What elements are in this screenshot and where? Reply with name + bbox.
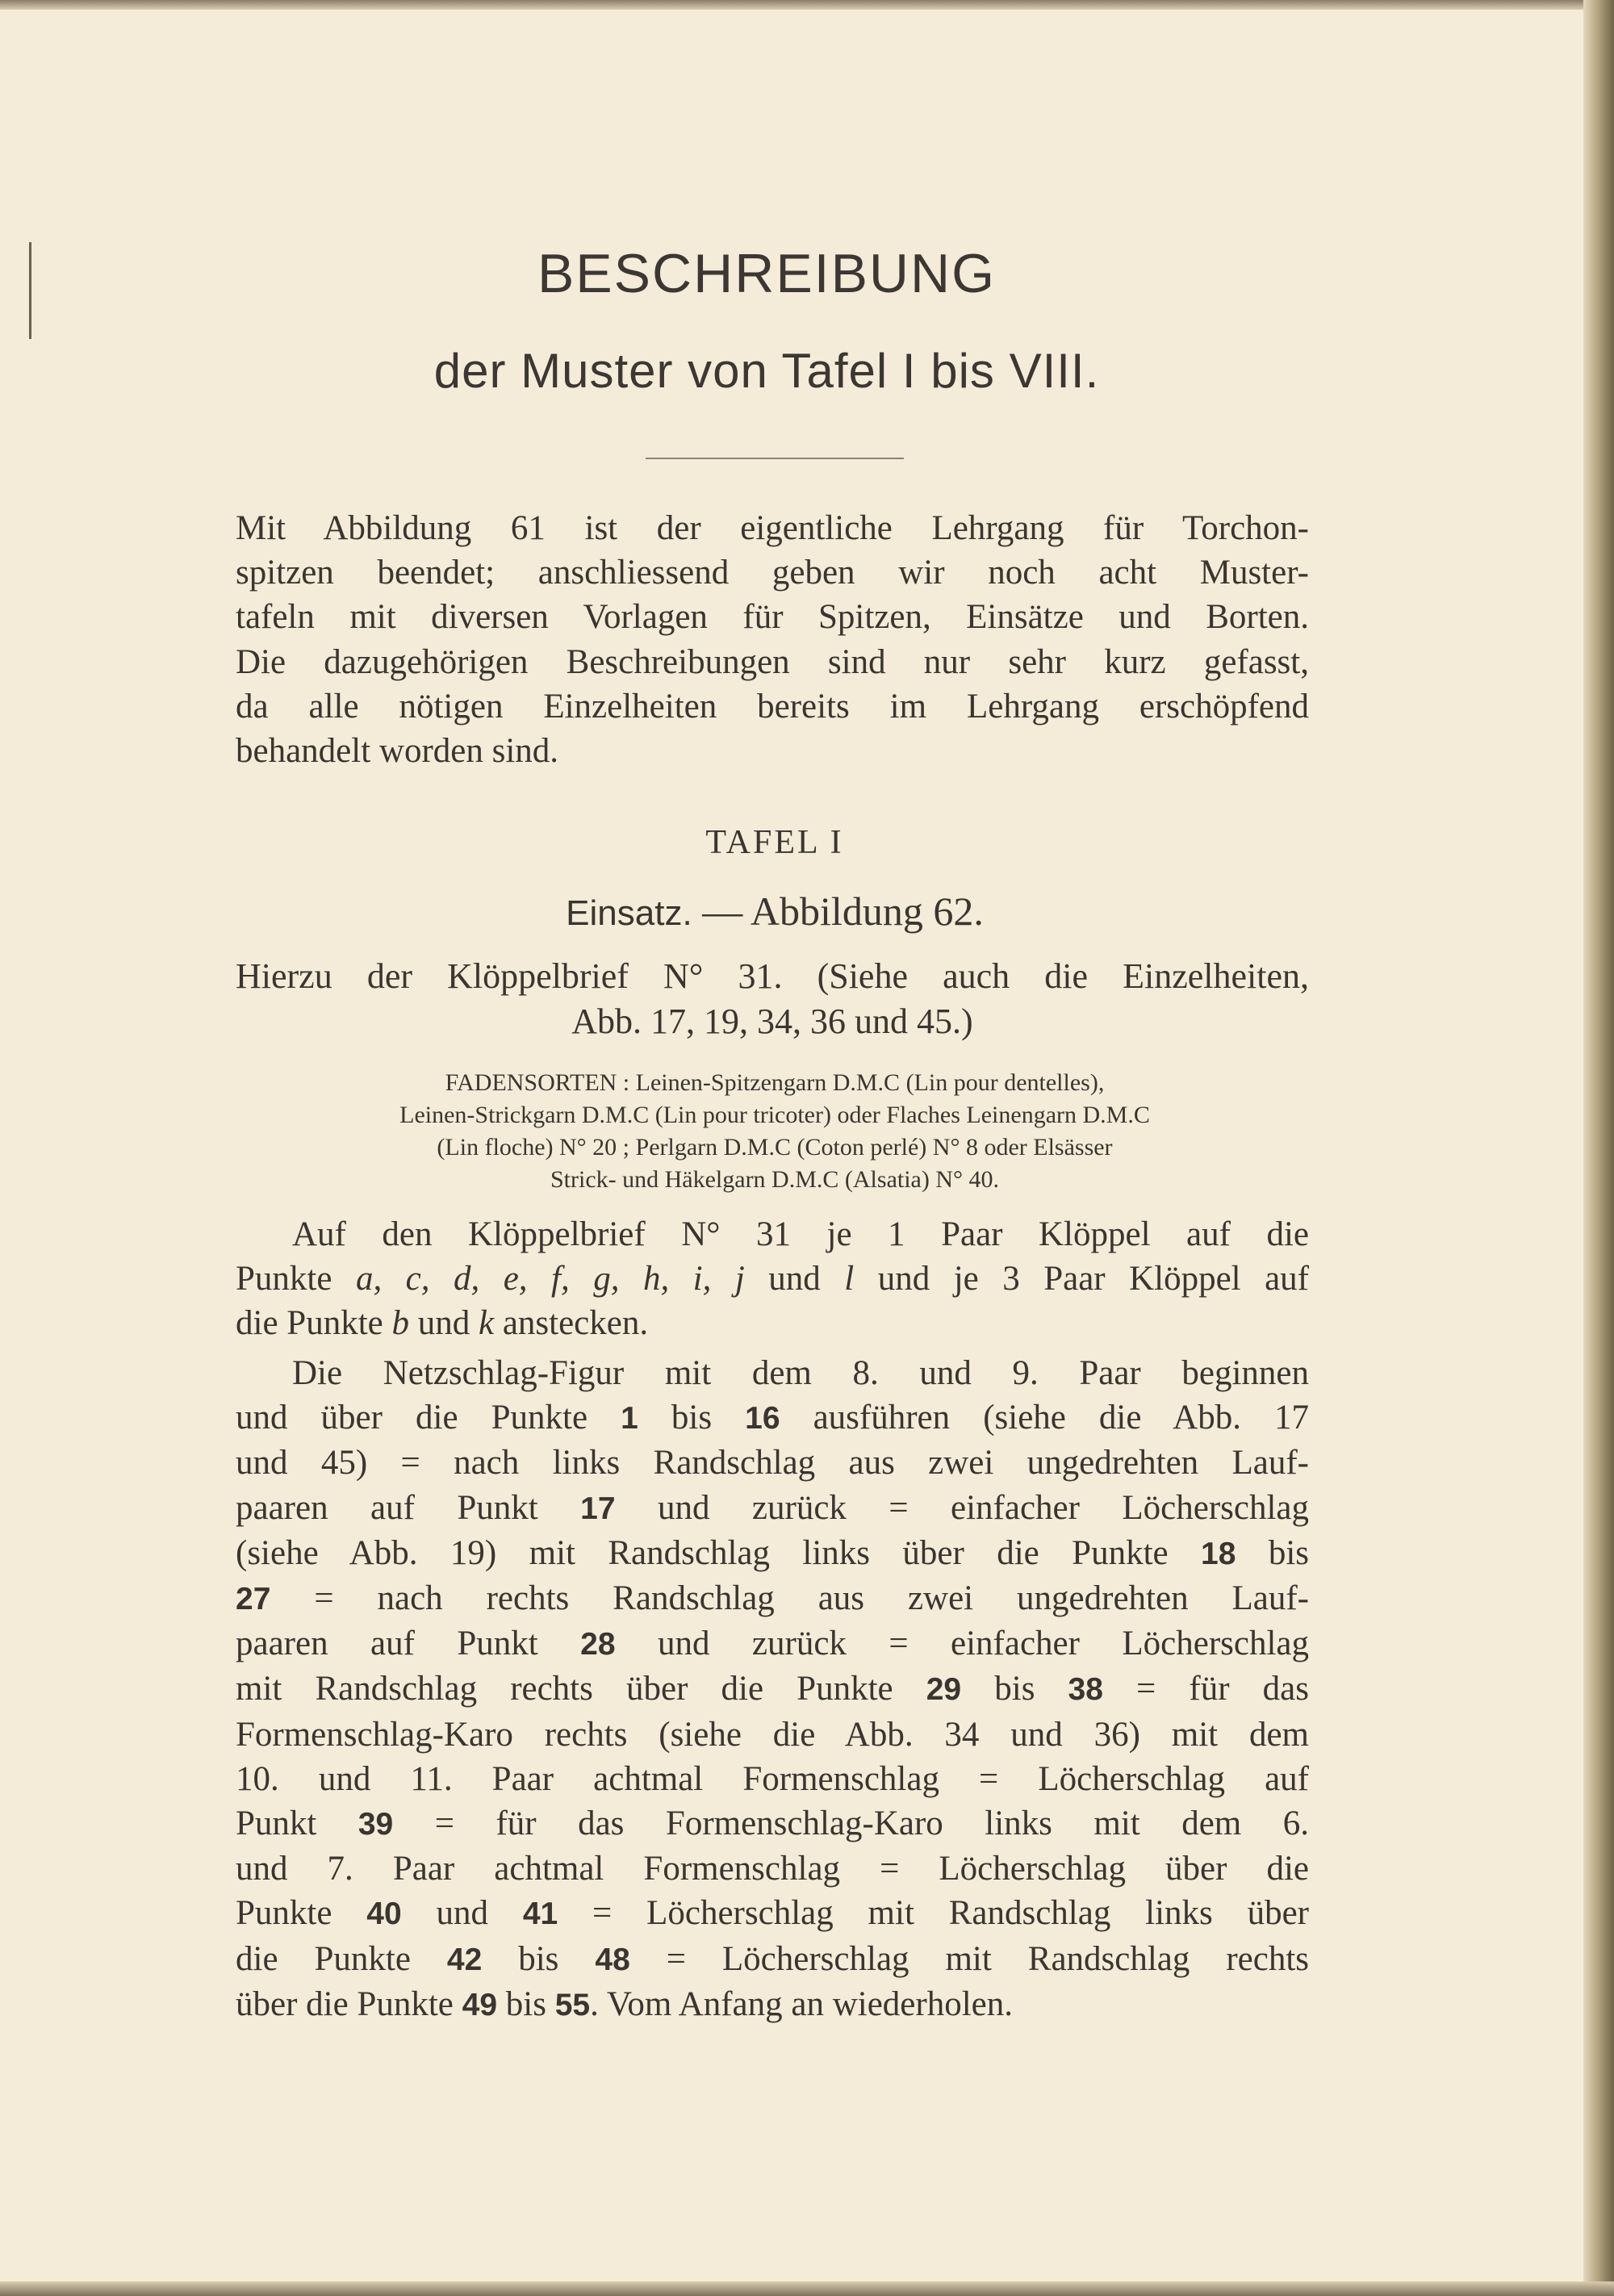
hierzu-line: Hierzu der Klöppelbrief N° 31. (Siehe auch die Einzelheiten,	[236, 956, 1309, 996]
text-fragment: . Vom Anfang an wiederholen.	[590, 1984, 1013, 2023]
paragraph-netzschlag	[236, 1351, 1309, 2027]
point-number: 40	[366, 1897, 402, 1932]
fadensorten-line: Strick- und Häkelgarn D.M.C (Alsatia) N° 40.	[550, 1166, 1000, 1193]
text-line	[236, 1891, 1309, 1936]
point-letter: k	[478, 1304, 495, 1343]
text-fragment: Punkte	[236, 1260, 356, 1299]
text-fragment: Punkt	[236, 1805, 358, 1843]
page-subtitle: der Muster von Tafel I bis VIII.	[433, 344, 1100, 398]
point-letter: l	[844, 1260, 855, 1299]
fadensorten-line: Leinen-Strickgarn D.M.C (Lin pour tricoter) oder Flaches Leinengarn D.M.C	[399, 1102, 1150, 1128]
text-fragment: = für das	[1102, 1670, 1309, 1708]
text-line	[236, 1667, 1309, 1712]
text-line	[236, 1982, 1309, 2027]
text-fragment: (siehe Abb. 19) mit Randschlag links über die Punkte	[236, 1533, 1202, 1572]
text-fragment: = für das Formenschlag-Karo links mit dem 6.	[393, 1805, 1309, 1843]
text-fragment: bis	[638, 1399, 746, 1437]
paragraph-anstecken	[236, 1212, 1309, 1346]
text-fragment: paaren auf Punkt	[236, 1625, 581, 1663]
text-line: Die Netzschlag-Figur mit dem 8. und 9. Paar beginnen	[292, 1354, 1309, 1392]
text-fragment: ausführen (siehe die Abb. 17	[780, 1399, 1309, 1437]
text-fragment: und	[408, 1304, 479, 1343]
text-fragment: und über die Punkte	[236, 1399, 621, 1437]
point-number: 18	[1201, 1536, 1236, 1571]
text-line	[236, 1621, 1309, 1667]
point-number: 38	[1068, 1672, 1103, 1708]
intro-line: Mit Abbildung 61 ist der eigentliche Lehrgang für Torchon-	[236, 509, 1309, 547]
text-fragment: und je 3 Paar Klöppel auf	[854, 1260, 1310, 1299]
text-line: und 7. Paar achtmal Formenschlag = Löcherschlag über die	[236, 1850, 1309, 1888]
tafel-label: TAFEL I	[705, 824, 844, 861]
section-figure-ref: — Abbildung 62.	[702, 889, 984, 934]
text-fragment: mit Randschlag rechts über die Punkte	[236, 1670, 926, 1708]
point-number: 39	[358, 1807, 394, 1842]
text-line: Auf den Klöppelbrief N° 31 je 1 Paar Klöppel auf die	[292, 1215, 1309, 1253]
text-fragment: bis	[482, 1939, 596, 1978]
text-line: 10. und 11. Paar achtmal Formenschlag = Löcherschlag auf	[236, 1759, 1309, 1798]
text-line	[236, 1257, 1309, 1301]
text-line: und 45) = nach links Randschlag aus zwei ungedrehten Lauf-	[236, 1444, 1309, 1483]
point-number: 49	[462, 1987, 498, 2022]
text-fragment: und	[401, 1894, 523, 1933]
point-number: 48	[595, 1942, 630, 1977]
text-line: Formenschlag-Karo rechts (siehe die Abb. 34 und 36) mit dem	[236, 1715, 1309, 1754]
point-number: 17	[580, 1491, 616, 1526]
point-number: 42	[446, 1942, 483, 1977]
fadensorten-line: (Lin floche) N° 20 ; Perlgarn D.M.C (Coton perlé) N° 8 oder Elsässer	[437, 1134, 1113, 1161]
fadensorten-block	[242, 1067, 1307, 1196]
point-letters: a, c, d, e, f, g, h, i, j	[355, 1260, 745, 1299]
text-fragment: paaren auf Punkt	[236, 1488, 581, 1527]
page-top-edge	[0, 0, 1614, 10]
intro-line: da alle nötigen Einzelheiten bereits im Lehrgang erschöpfend	[236, 687, 1309, 726]
text-fragment: die Punkte	[236, 1304, 392, 1343]
text-line	[236, 1301, 1309, 1345]
section-word: Einsatz.	[566, 893, 692, 933]
section-heading	[0, 888, 1549, 935]
text-fragment: bis	[497, 1984, 555, 2023]
point-number: 41	[522, 1897, 558, 1932]
text-fragment: und zurück = einfacher Löcherschlag	[615, 1488, 1310, 1527]
hierzu-block	[236, 954, 1309, 1044]
text-fragment: über die Punkte	[236, 1984, 462, 2023]
text-line	[236, 1576, 1309, 1621]
intro-line: Die dazugehörigen Beschreibungen sind nur sehr kurz gefasst,	[236, 642, 1309, 681]
point-number: 29	[926, 1672, 962, 1708]
text-fragment: = Löcherschlag mit Randschlag links über	[558, 1894, 1310, 1933]
point-letter: b	[391, 1304, 409, 1343]
point-number: 28	[580, 1627, 616, 1662]
text-fragment: bis	[1236, 1533, 1310, 1572]
text-line	[236, 1395, 1309, 1441]
text-fragment: und	[744, 1260, 845, 1299]
point-number: 1	[621, 1401, 638, 1437]
page-title: BESCHREIBUNG	[537, 243, 997, 304]
intro-paragraph	[236, 506, 1309, 773]
intro-line: tafeln mit diversen Vorlagen für Spitzen, Einsätze und Borten.	[236, 598, 1309, 637]
text-fragment: = nach rechts Randschlag aus zwei ungedrehten Lauf-	[270, 1579, 1309, 1618]
text-fragment: Punkte	[236, 1894, 367, 1933]
point-number: 55	[554, 1987, 591, 2022]
point-number: 27	[236, 1582, 271, 1617]
divider-rule	[646, 458, 904, 459]
intro-line: behandelt worden sind.	[236, 732, 559, 771]
text-fragment: anstecken.	[494, 1304, 649, 1343]
fadensorten-line: FADENSORTEN : Leinen-Spitzengarn D.M.C (Lin pour dentelles),	[445, 1069, 1105, 1096]
hierzu-line: Abb. 17, 19, 34, 36 und 45.)	[571, 1002, 973, 1041]
page-right-edge	[1583, 0, 1614, 2296]
page-bottom-edge	[0, 2281, 1614, 2296]
text-line	[236, 1937, 1309, 1982]
text-fragment: = Löcherschlag mit Randschlag rechts	[629, 1939, 1310, 1978]
text-line	[236, 1531, 1309, 1576]
text-fragment: bis	[961, 1670, 1068, 1708]
intro-line: spitzen beendet; anschliessend geben wir noch acht Muster-	[236, 554, 1309, 592]
text-line	[236, 1801, 1309, 1846]
point-number: 16	[745, 1401, 780, 1437]
text-line	[236, 1486, 1309, 1531]
text-fragment: die Punkte	[236, 1939, 447, 1978]
text-fragment: und zurück = einfacher Löcherschlag	[615, 1625, 1310, 1663]
